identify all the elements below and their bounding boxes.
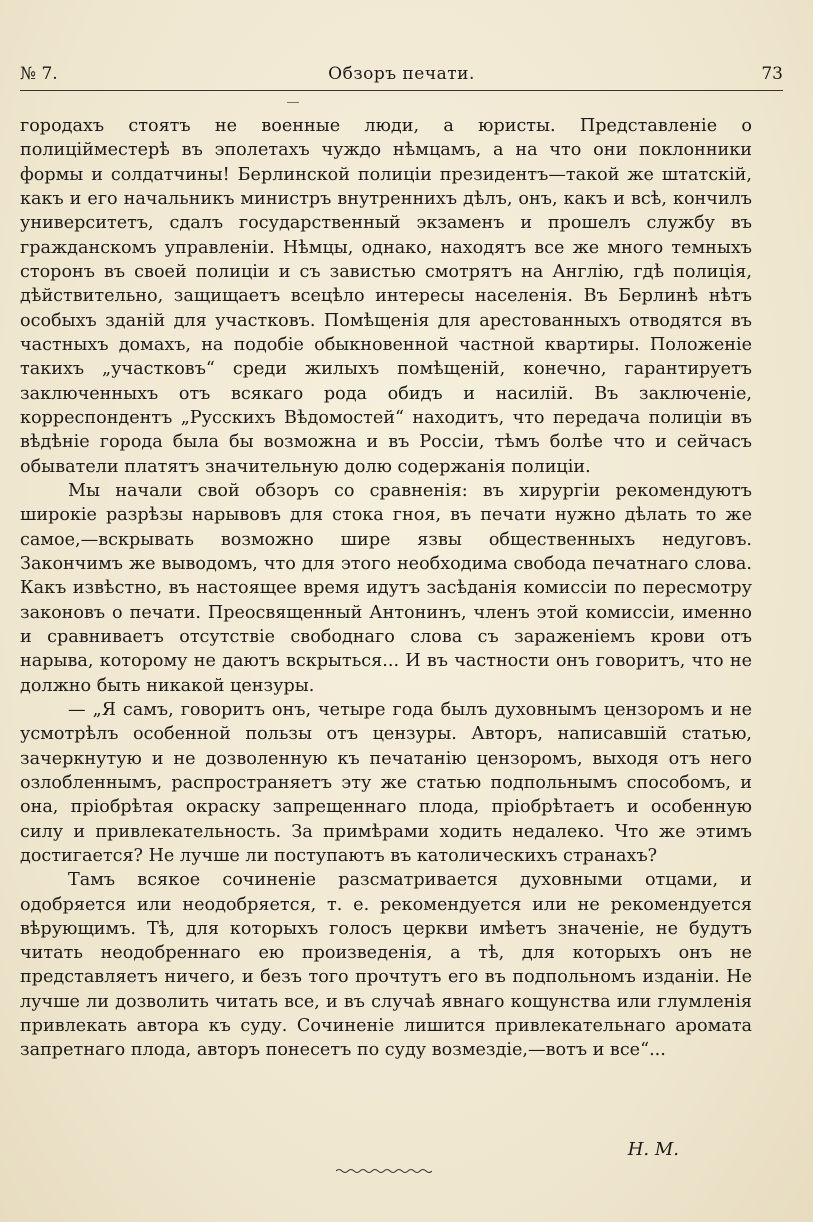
- issue-number: № 7.: [20, 64, 58, 84]
- paragraph-3: — „Я самъ, говоритъ онъ, четыре года былъ духовнымъ цензоромъ и не усмотрѣлъ особенной пользы отъ цензуры. Авторъ, написавшій статью, зачеркнутую и не дозволенную къ печатанію цензоромъ, выходя отъ него озлобленнымъ, распространяетъ эту же статью подпольнымъ способомъ, и она, пріобрѣтая окраску запрещеннаго плода, пріобрѣтаетъ и особенную силу и привлекательность. За примѣрами ходить недалеко. Что же этимъ достигается? Не лучше ли поступаютъ въ католическихъ странахъ?: [20, 699, 752, 866]
- article-body: [20, 114, 752, 1063]
- header-short-rule: [287, 102, 299, 103]
- paragraph-1: городахъ стоятъ не военные люди, а юристы. Представленіе о полиційместерѣ въ эполетахъ чуждо нѣмцамъ, а на что они поклонники формы и солдатчины! Берлинской полиціи президентъ—такой же штатскій, какъ и его начальникъ министръ внутреннихъ дѣлъ, онъ, какъ и всѣ, кончилъ университетъ, сдалъ государственный экзаменъ и прошелъ службу въ гражданскомъ управленіи. Нѣмцы, однако, находятъ все же много темныхъ сторонъ въ своей полиціи и съ завистью смотрятъ на Англію, гдѣ полиція, дѣйствительно, защищаетъ всецѣло интересы населенія. Въ Берлинѣ нѣтъ особыхъ зданій для участковъ. Помѣщенія для арестованныхъ отводятся въ частныхъ домахъ, на подобіе обыкновенной частной квартиры. Положеніе такихъ „участковъ“ среди жилыхъ помѣщеній, конечно, гарантируетъ заключенныхъ отъ всякаго рода обидъ и насилій. Въ заключеніе, корреспондентъ „Русскихъ Вѣдомостей“ находитъ, что передача полиціи въ вѣдѣніе города была бы возможна и въ Россіи, тѣмъ болѣе что и сейчасъ обыватели платятъ значительную долю содержанія полиціи.: [20, 116, 752, 477]
- closing-ornament: [336, 1168, 432, 1174]
- paragraph-2: Мы начали свой обзоръ со сравненія: въ хирургіи рекомендуютъ широкіе разрѣзы нарывовъ для стока гноя, въ печати нужно дѣлать то же самое,—вскрывать возможно шире язвы общественныхъ недуговъ. Закончимъ же выводомъ, что для этого необходима свобода печатнаго слова. Какъ извѣстно, въ настоящее время идутъ засѣданія комиссіи по пересмотру законовъ о печати. Преосвященный Антонинъ, членъ этой комиссіи, именно и сравниваетъ отсутствіе свободнаго слова съ зараженіемъ крови отъ нарыва, которому не даютъ вскрыться... И въ частности онъ говоритъ, что не должно быть никакой цензуры.: [20, 480, 752, 696]
- paragraph-4: Тамъ всякое сочиненіе разсматривается духовными отцами, и одобряется или неодобряется, т. е. рекомендуется или не рекомендуется вѣрующимъ. Тѣ, для которыхъ голосъ церкви имѣетъ значеніе, не будутъ читать неодобреннаго ею произведенія, а тѣ, для которыхъ онъ не представляетъ ничего, и безъ того прочтутъ его въ подпольномъ изданіи. Не лучше ли дозволить читать все, и въ случаѣ явнаго кощунства или глумленія привлекать автора къ суду. Сочиненіе лишится привлекательнаго аромата запретнаго плода, авторъ понесетъ по суду возмездіе,—вотъ и все“...: [20, 870, 752, 1061]
- author-signature: Н. М.: [627, 1139, 679, 1160]
- section-title: Обзоръ печати.: [328, 64, 475, 84]
- running-header: [20, 62, 783, 91]
- page-number: 73: [761, 64, 783, 84]
